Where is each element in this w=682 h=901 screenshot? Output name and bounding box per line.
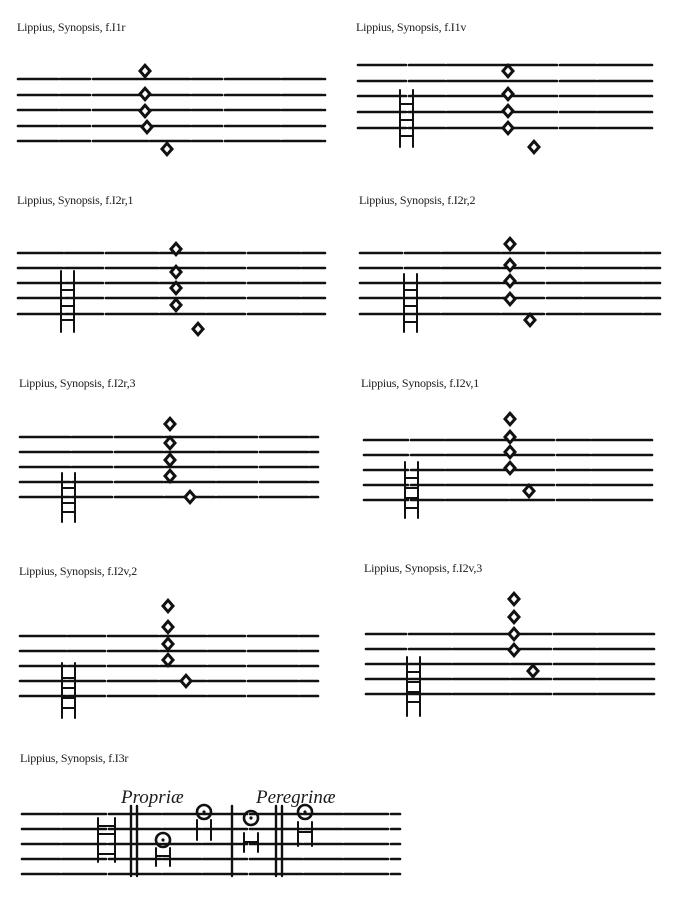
caption-f-i1v: Lippius, Synopsis, f.I1v [356,20,467,34]
ladder-f-i1v [400,90,413,147]
caption-f-i2r-1: Lippius, Synopsis, f.I2r,1 [17,193,134,207]
notes-f-i2r-1 [169,241,205,337]
ladder-f-i2v-3 [407,657,420,716]
staff-f-i2v-3 [366,634,656,694]
ladder-f-i2v-2 [62,663,75,718]
barlines-f-i3r [131,806,282,876]
notes-f-i1v [501,63,541,155]
word-peregrinae: Peregrinæ [256,787,336,808]
caption-f-i2v-3: Lippius, Synopsis, f.I2v,3 [364,561,483,575]
caption-f-i2v-1: Lippius, Synopsis, f.I2v,1 [361,376,480,390]
caption-f-i1r: Lippius, Synopsis, f.I1r [17,20,126,34]
caption-f-i2r-2: Lippius, Synopsis, f.I2r,2 [359,193,476,207]
staff-f-i1r [18,79,325,141]
word-propriae: Propriæ [121,787,184,808]
notes-f-i2v-2 [161,598,193,689]
notes-f-i2r-3 [163,416,197,505]
caption-f-i2r-3: Lippius, Synopsis, f.I2r,3 [19,376,136,390]
caption-f-i3r: Lippius, Synopsis, f.I3r [20,751,129,765]
caption-f-i2v-2: Lippius, Synopsis, f.I2v,2 [19,564,138,578]
ladder-f-i2r-1 [61,271,74,332]
round-notes-f-i3r [156,805,312,847]
